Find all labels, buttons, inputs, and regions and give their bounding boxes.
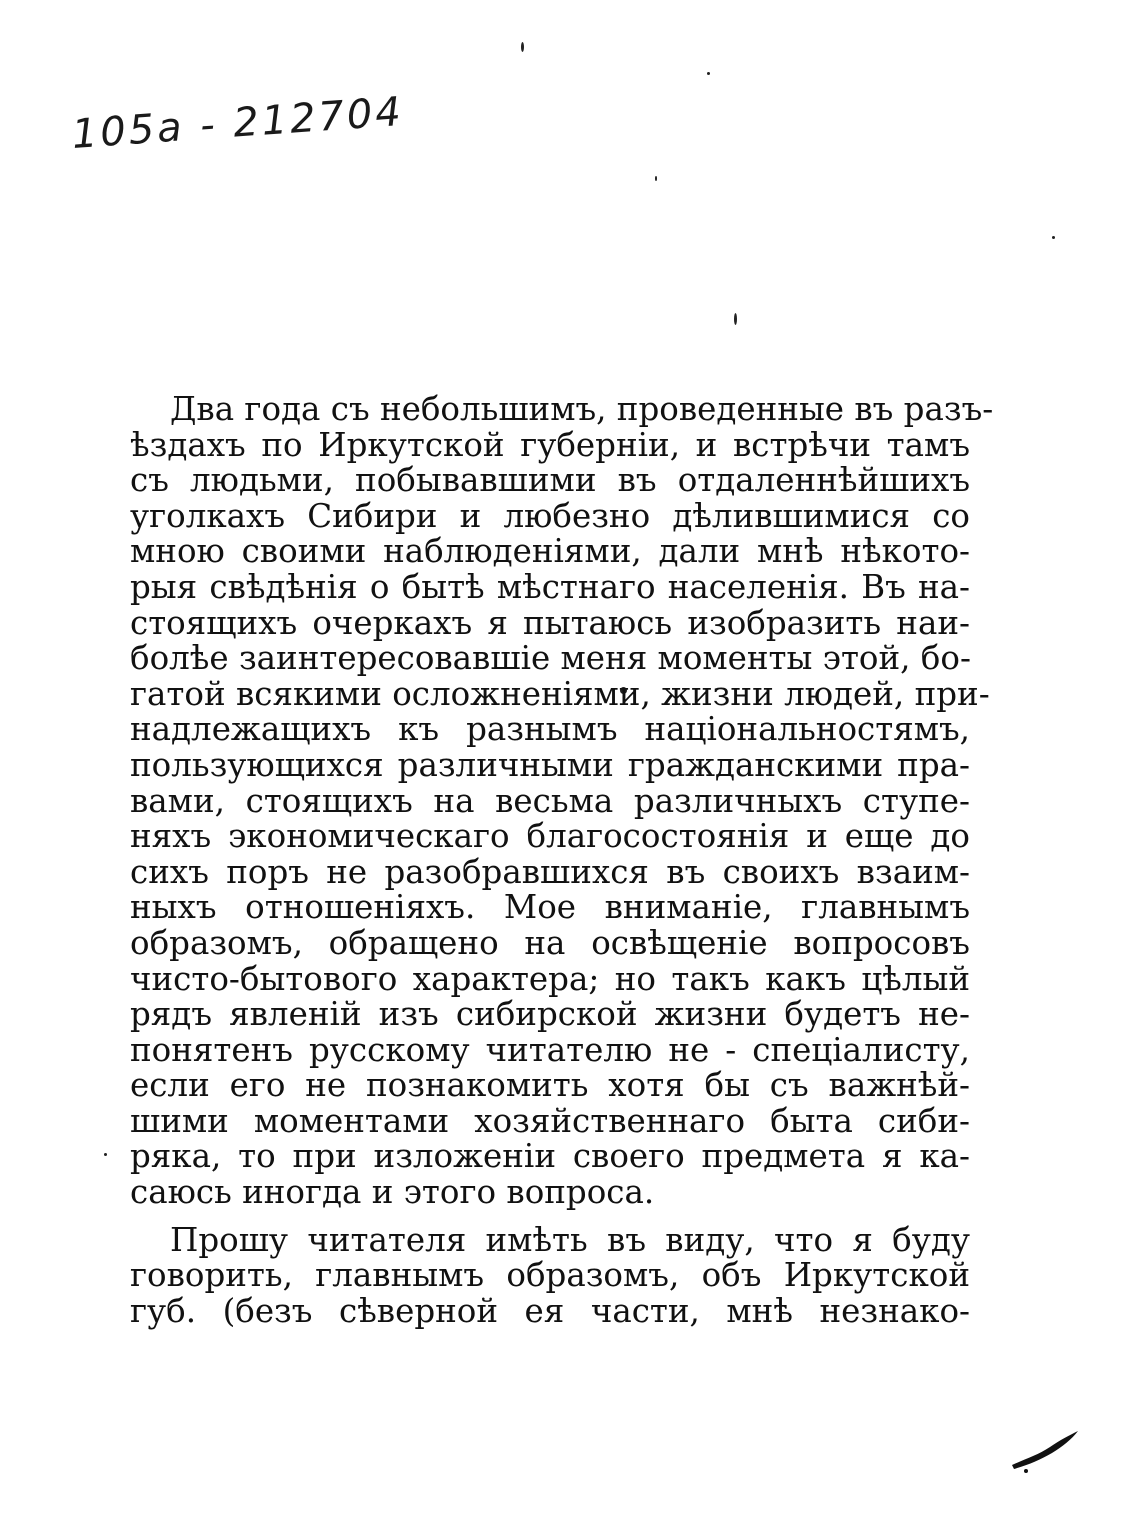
text-line: ѣздахъ по Иркутской губерніи, и встрѣчи тамъ bbox=[130, 425, 970, 464]
text-line: гатой всякими осложненіями, жизни людей, при- bbox=[130, 674, 990, 713]
text-line: рядъ явленій изъ сибирской жизни будетъ не- bbox=[130, 995, 970, 1034]
text-line: пользующихся различными гражданскими пра- bbox=[130, 745, 970, 784]
ink-speck bbox=[1052, 236, 1055, 239]
text-line: образомъ, обращено на освѣщеніе вопросовъ bbox=[130, 923, 970, 962]
text-line: вами, стоящихъ на весьма различныхъ ступе- bbox=[130, 781, 970, 820]
text-line: сихъ поръ не разобравшихся въ своихъ взаим- bbox=[130, 852, 970, 891]
ink-speck bbox=[655, 176, 657, 181]
text-line: уголкахъ Сибири и любезно дѣлившимися со bbox=[130, 496, 970, 535]
ink-speck bbox=[521, 42, 524, 52]
text-line: шими моментами хозяйственнаго быта сиби- bbox=[130, 1101, 970, 1140]
text-line: чисто-бытового характера; но такъ какъ цѣлый bbox=[130, 959, 970, 998]
text-line: Прошу читателя имѣть въ виду, что я буду bbox=[170, 1220, 970, 1259]
text-line: рыя свѣдѣнія о бытѣ мѣстнаго населенія. Въ на- bbox=[130, 567, 970, 606]
paragraph-1 bbox=[130, 390, 994, 1212]
ink-speck bbox=[734, 313, 737, 325]
text-line: саюсь иногда и этого вопроса. bbox=[130, 1173, 655, 1212]
text-line: говорить, главнымъ образомъ, объ Иркутской bbox=[130, 1256, 970, 1295]
text-line: мною своими наблюденіями, дали мнѣ нѣкото- bbox=[130, 532, 970, 571]
ink-speck bbox=[104, 1153, 107, 1156]
text-line: понятенъ русскому читателю не - спеціалисту, bbox=[130, 1030, 970, 1069]
text-line: съ людьми, побывавшими въ отдаленнѣйшихъ bbox=[130, 461, 970, 500]
text-line: болѣе заинтересовавшіе меня моменты этой, бо- bbox=[130, 639, 971, 678]
ink-smudge-mark bbox=[1010, 1425, 1080, 1475]
text-line: ряка, то при изложеніи своего предмета я ка- bbox=[130, 1137, 970, 1176]
text-line: надлежащихъ къ разнымъ національностямъ, bbox=[130, 710, 970, 749]
main-text bbox=[130, 390, 994, 1330]
text-line: если его не познакомить хотя бы съ важнѣй- bbox=[130, 1066, 970, 1105]
paragraph-2 bbox=[130, 1220, 970, 1330]
text-line: ныхъ отношеніяхъ. Мое вниманіе, главнымъ bbox=[130, 888, 970, 927]
text-line: няхъ экономическаго благосостоянія и еще до bbox=[130, 817, 970, 856]
text-line: Два года съ небольшимъ, проведенные въ разъ- bbox=[170, 390, 994, 428]
ink-speck bbox=[707, 72, 710, 75]
text-line: губ. (безъ сѣверной ея части, мнѣ незнако- bbox=[130, 1291, 970, 1330]
handwritten-catalog-number: 105a - 212704 bbox=[70, 88, 406, 158]
text-line: стоящихъ очеркахъ я пытаюсь изобразить наи- bbox=[130, 603, 970, 642]
